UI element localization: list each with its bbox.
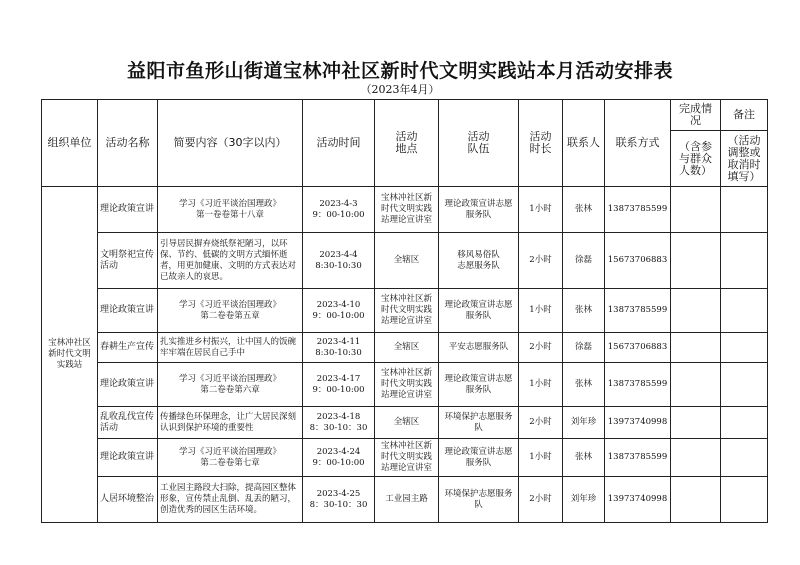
content-cell: 扎实推进乡村振兴，让中国人的饭碗牢牢端在居民自己手中 [158,333,303,363]
duration-cell: 2小时 [519,477,563,523]
header-location: 活动 地点 [375,100,439,187]
activity-name-cell: 乱收乱伐宣传活动 [98,407,158,439]
activity-name-cell: 人居环境整治 [98,477,158,523]
contact-cell: 徐磊 [563,333,605,363]
activity-name-cell: 理论政策宣讲 [98,363,158,407]
remark-cell [721,407,768,439]
time-cell: 2023-4-3 9：00-10:00 [303,187,375,233]
activity-name-cell: 理论政策宣讲 [98,439,158,477]
remark-cell [721,289,768,333]
phone-cell: 13873785599 [605,439,671,477]
completion-cell [671,477,721,523]
team-cell: 理论政策宣讲志愿服务队 [439,439,519,477]
phone-cell: 13873785599 [605,187,671,233]
content-cell: 引导居民摒弃烧纸祭祀陋习，以环保、节约、低碳的文明方式缅怀逝者，用更加健康、文明的方式表达对已故亲人的哀思。 [158,233,303,289]
location-cell: 全辖区 [375,233,439,289]
team-cell: 理论政策宣讲志愿服务队 [439,289,519,333]
table-row [42,233,768,289]
org-unit-cell: 宝林冲社区新时代文明实践站 [42,187,98,523]
location-cell: 宝林冲社区新时代文明实践站理论宣讲室 [375,289,439,333]
content-cell: 学习《习近平谈治国理政》 第二卷卷第七章 [158,439,303,477]
document-title: 益阳市鱼形山街道宝林冲社区新时代文明实践站本月活动安排表 [126,60,673,82]
header-org: 组织单位 [42,100,98,187]
table-row [42,439,768,477]
activity-name-cell: 春耕生产宣传 [98,333,158,363]
team-cell: 理论政策宣讲志愿服务队 [439,363,519,407]
phone-cell: 15673706883 [605,233,671,289]
location-cell: 全辖区 [375,333,439,363]
location-cell: 全辖区 [375,407,439,439]
remark-cell [721,187,768,233]
header-content: 简要内容（30字以内） [158,100,303,187]
contact-cell: 徐磊 [563,233,605,289]
completion-cell [671,439,721,477]
remark-cell [721,333,768,363]
header-activity-name: 活动名称 [98,100,158,187]
activity-schedule-table [41,99,768,523]
table-row [42,477,768,523]
contact-cell: 张林 [563,363,605,407]
duration-cell: 2小时 [519,407,563,439]
duration-cell: 1小时 [519,363,563,407]
header-duration: 活动 时长 [519,100,563,187]
content-cell: 传播绿色环保理念，让广大居民深刻认识到保护环境的重要性 [158,407,303,439]
contact-cell: 张林 [563,289,605,333]
header-completion-sub: （含参 与群众 人数） [671,131,721,187]
contact-cell: 刘年珍 [563,407,605,439]
team-cell: 平安志愿服务队 [439,333,519,363]
contact-cell: 张林 [563,187,605,233]
completion-cell [671,233,721,289]
time-cell: 2023-4-10 9：00-10:00 [303,289,375,333]
team-cell: 理论政策宣讲志愿服务队 [439,187,519,233]
content-cell: 学习《习近平谈治国理政》 第一卷卷第十八章 [158,187,303,233]
header-phone: 联系方式 [605,100,671,187]
content-cell: 学习《习近平谈治国理政》 第二卷卷第六章 [158,363,303,407]
table-row [42,363,768,407]
contact-cell: 张林 [563,439,605,477]
header-contact: 联系人 [563,100,605,187]
location-cell: 宝林冲社区新时代文明实践站理论宣讲室 [375,439,439,477]
activity-name-cell: 理论政策宣讲 [98,289,158,333]
team-cell: 环境保护志愿服务队 [439,407,519,439]
duration-cell: 2小时 [519,233,563,289]
duration-cell: 1小时 [519,289,563,333]
table-row [42,333,768,363]
location-cell: 宝林冲社区新时代文明实践站理论宣讲室 [375,187,439,233]
activity-name-cell: 文明祭祀宣传活动 [98,233,158,289]
table-row [42,407,768,439]
phone-cell: 13973740998 [605,407,671,439]
completion-cell [671,187,721,233]
header-time: 活动时间 [303,100,375,187]
location-cell: 工业园主路 [375,477,439,523]
completion-cell [671,289,721,333]
content-cell: 工业园主路段大扫除，提高园区整体形象，宣传禁止乱倒、乱丢的陋习，创造优秀的园区生活环境。 [158,477,303,523]
duration-cell: 1小时 [519,439,563,477]
location-cell: 宝林冲社区新时代文明实践站理论宣讲室 [375,363,439,407]
phone-cell: 13973740998 [605,477,671,523]
team-cell: 环境保护志愿服务队 [439,477,519,523]
time-cell: 2023-4-4 8:30-10:30 [303,233,375,289]
contact-cell: 刘年珍 [563,477,605,523]
duration-cell: 2小时 [519,333,563,363]
completion-cell [671,407,721,439]
duration-cell: 1小时 [519,187,563,233]
completion-cell [671,333,721,363]
header-remark: 备注 [721,100,768,131]
phone-cell: 13873785599 [605,289,671,333]
time-cell: 2023-4-24 9：00-10:00 [303,439,375,477]
remark-cell [721,363,768,407]
team-cell: 移风易俗队 志愿服务队 [439,233,519,289]
time-cell: 2023-4-18 8：30-10：30 [303,407,375,439]
phone-cell: 15673706883 [605,333,671,363]
table-row [42,289,768,333]
phone-cell: 13873785599 [605,363,671,407]
header-team: 活动 队伍 [439,100,519,187]
content-cell: 学习《习近平谈治国理政》 第二卷卷第五章 [158,289,303,333]
remark-cell [721,233,768,289]
completion-cell [671,363,721,407]
remark-cell [721,477,768,523]
header-completion: 完成情 况 [671,100,721,131]
header-remark-sub: （活动 调整或 取消时 填写） [721,131,768,187]
time-cell: 2023-4-17 9：00-10:00 [303,363,375,407]
document-subtitle: （2023年4月） [360,83,440,96]
time-cell: 2023-4-11 8:30-10:30 [303,333,375,363]
table-row [42,187,768,233]
activity-name-cell: 理论政策宣讲 [98,187,158,233]
remark-cell [721,439,768,477]
time-cell: 2023-4-25 8：30-10：30 [303,477,375,523]
